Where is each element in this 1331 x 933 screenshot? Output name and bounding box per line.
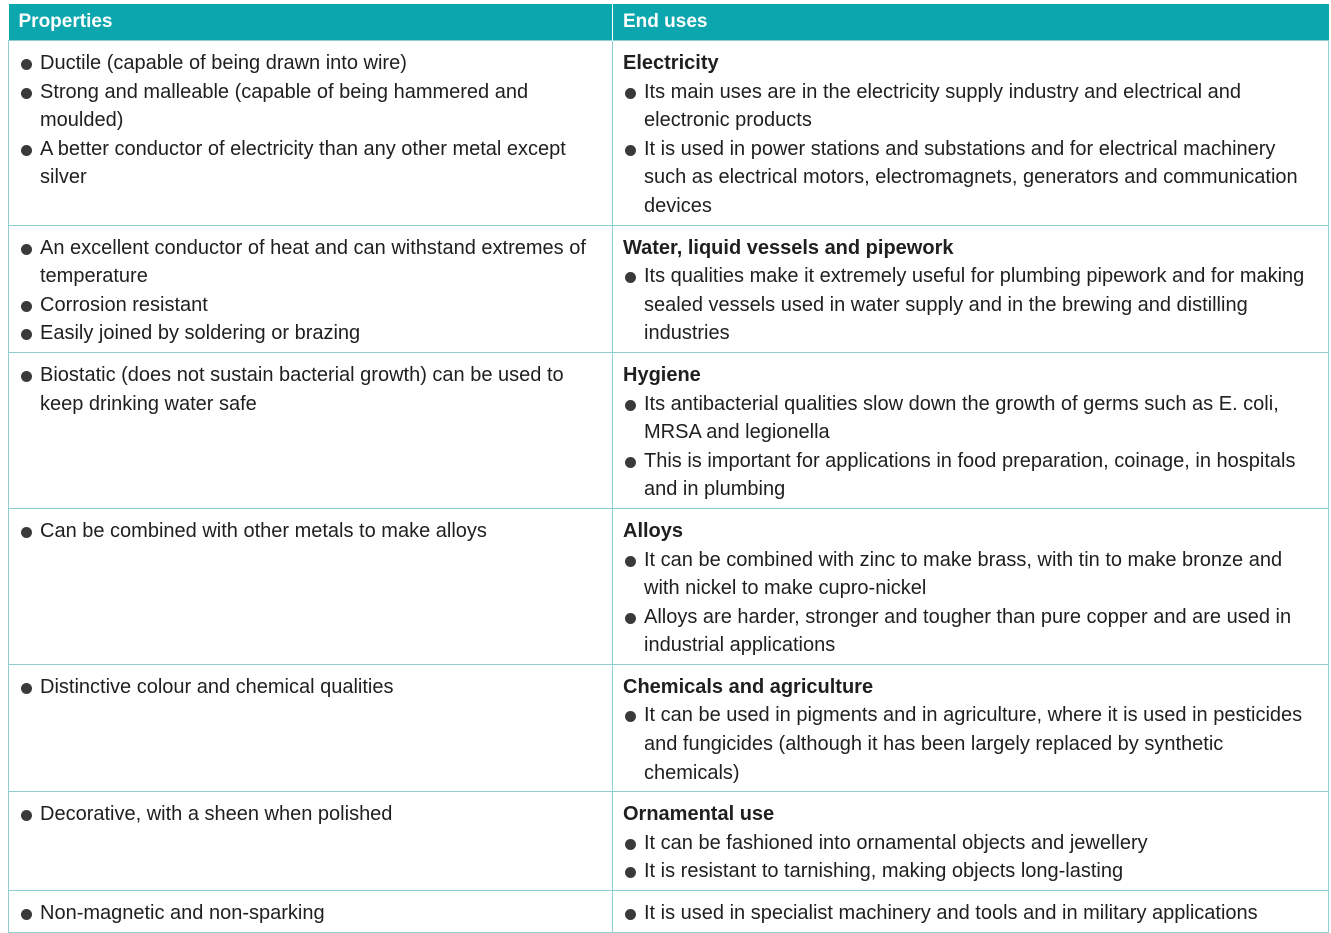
list-item: Can be combined with other metals to make alloys (19, 517, 602, 546)
properties-cell (9, 891, 613, 933)
uses-list (623, 829, 1318, 886)
properties-cell (9, 508, 613, 664)
properties-cell (9, 792, 613, 891)
use-heading: Hygiene (623, 363, 701, 386)
properties-list (19, 517, 602, 546)
properties-cell (9, 225, 613, 352)
list-item: It is resistant to tarnishing, making objects long-lasting (623, 857, 1318, 886)
list-item: It can be combined with zinc to make brass, with tin to make bronze and with nickel to make cupro-nickel (623, 546, 1318, 603)
table-row (9, 225, 1329, 352)
properties-cell (9, 41, 613, 226)
list-item: A better conductor of electricity than any other metal except silver (19, 135, 602, 192)
list-item: Decorative, with a sheen when polished (19, 800, 602, 829)
table-row (9, 891, 1329, 933)
end-uses-cell (613, 225, 1329, 352)
list-item: It can be fashioned into ornamental objects and jewellery (623, 829, 1318, 858)
properties-list (19, 234, 602, 348)
use-heading: Chemicals and agriculture (623, 675, 874, 698)
list-item: Easily joined by soldering or brazing (19, 319, 602, 348)
properties-list (19, 673, 602, 702)
list-item: Ductile (capable of being drawn into wire) (19, 49, 602, 78)
list-item: It can be used in pigments and in agriculture, where it is used in pesticides and fungicides (although it has been largely replaced by synthetic chemicals) (623, 701, 1318, 787)
properties-cell (9, 664, 613, 791)
properties-list (19, 800, 602, 829)
table-row (9, 352, 1329, 508)
table-row (9, 664, 1329, 791)
use-heading: Water, liquid vessels and pipework (623, 236, 954, 259)
end-uses-cell (613, 891, 1329, 933)
list-item: Biostatic (does not sustain bacterial growth) can be used to keep drinking water safe (19, 361, 602, 418)
uses-list (623, 546, 1318, 660)
uses-list (623, 262, 1318, 348)
use-heading: Electricity (623, 52, 719, 74)
table-row (9, 508, 1329, 664)
properties-cell (9, 352, 613, 508)
use-heading: Ornamental use (623, 803, 775, 826)
end-uses-cell (613, 41, 1329, 226)
use-heading: Alloys (623, 519, 684, 542)
list-item: An excellent conductor of heat and can withstand extremes of temperature (19, 234, 602, 291)
list-item: This is important for applications in food preparation, coinage, in hospitals and in plumbing (623, 447, 1318, 504)
header-properties: Properties (9, 4, 613, 41)
properties-list (19, 361, 602, 418)
properties-list (19, 899, 602, 928)
list-item: It is used in power stations and substations and for electrical machinery such as electrical motors, electromagnets, generators and communication devices (623, 135, 1318, 221)
end-uses-cell (613, 508, 1329, 664)
list-item: It is used in specialist machinery and tools and in military applications (623, 899, 1318, 928)
header-end-uses: End uses (613, 4, 1329, 41)
table-header-row (9, 4, 1329, 41)
properties-end-uses-table (8, 4, 1329, 933)
list-item: Distinctive colour and chemical qualities (19, 673, 602, 702)
list-item: Its main uses are in the electricity supply industry and electrical and electronic products (623, 78, 1318, 135)
list-item: Non-magnetic and non-sparking (19, 899, 602, 928)
list-item: Its qualities make it extremely useful for plumbing pipework and for making sealed vessels used in water supply and in the brewing and distilling industries (623, 262, 1318, 348)
list-item: Strong and malleable (capable of being hammered and moulded) (19, 78, 602, 135)
table-row (9, 792, 1329, 891)
table-row (9, 41, 1329, 226)
end-uses-cell (613, 792, 1329, 891)
uses-list (623, 701, 1318, 787)
properties-list (19, 49, 602, 192)
list-item: Alloys are harder, stronger and tougher than pure copper and are used in industrial applications (623, 603, 1318, 660)
table-body (9, 41, 1329, 933)
uses-list (623, 78, 1318, 221)
end-uses-cell (613, 352, 1329, 508)
list-item: Corrosion resistant (19, 291, 602, 320)
list-item: Its antibacterial qualities slow down the growth of germs such as E. coli, MRSA and legionella (623, 390, 1318, 447)
uses-list (623, 899, 1318, 928)
properties-table-container (8, 4, 1328, 933)
uses-list (623, 390, 1318, 504)
end-uses-cell (613, 664, 1329, 791)
